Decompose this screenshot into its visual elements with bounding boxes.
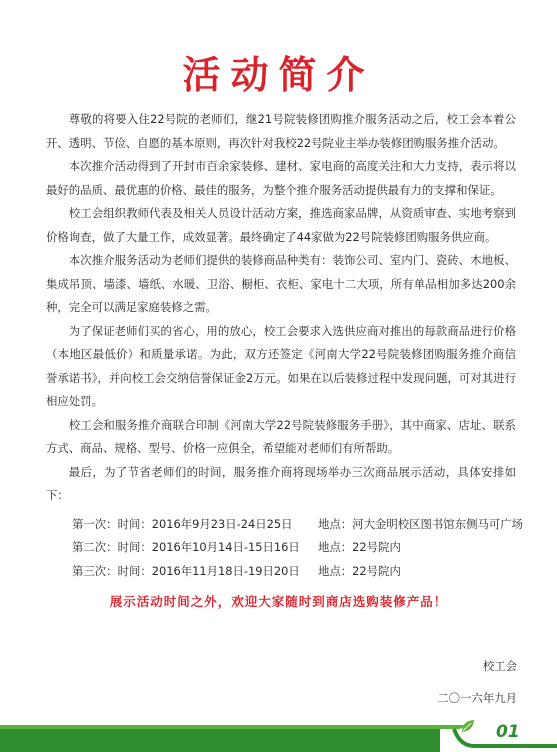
highlight-note: 展示活动时间之外，欢迎大家随时到商店选购装修产品！ (109, 594, 448, 609)
page-number: 01 (496, 722, 520, 742)
schedule-row (46, 513, 524, 537)
paragraph-3: 校工会组织教师代表及相关人员设计活动方案，推选商家品牌，从资质审查、实地考察到价格询查，做了大量工作，成效显著。最终确定了44家做为22号院装修团购服务供应商。 (46, 206, 516, 244)
schedule-time: 第二次：时间：2016年10月14日-15日16日 (72, 540, 300, 554)
paragraph-6: 校工会和服务推介商联合印制《河南大学22号院装修服务手册》，其中商家、店址、联系方式、商品、规格、型号、价格一应俱全，希望能对老师们有所帮助。 (46, 417, 516, 455)
paragraph-5: 为了保证老师们买的省心，用的放心，校工会要求入选供应商对推出的每款商品进行价格（本地区最低价）和质量承诺。为此，双方还签定《河南大学22号院装修团购服务推介商信誉承诺书》，并向校工会交纳信誉保证金2万元。如果在以后装修过程中发现问题，可对其进行相应处罚。 (46, 323, 516, 408)
schedule-time: 第三次：时间：2016年11月18日-19日20日 (72, 563, 300, 578)
signature-org: 校工会 (482, 659, 517, 673)
schedule-location: 地点：河大金明校区图书馆东侧马可广场 (318, 516, 524, 531)
paragraph-7: 最后，为了节省老师们的时间，服务推介商将现场举办三次商品展示活动，具体安排如下： (46, 464, 516, 502)
page-footer (0, 712, 557, 752)
paragraph-2: 本次推介活动得到了开封市百余家装修、建材、家电商的高度关注和大力支持，表示将以最好的品质、最优惠的价格、最佳的服务，为整个推介服务活动提供最有力的支撑和保证。 (46, 159, 516, 197)
schedule-row (46, 560, 516, 584)
document-body (46, 108, 524, 583)
schedule-location: 地点：22号院内 (318, 540, 401, 554)
schedule-location: 地点：22号院内 (318, 563, 401, 578)
paragraph-4: 本次推介服务活动为老师们提供的装修商品种类有：装饰公司、室内门、瓷砖、木地板、集成吊顶、墙漆、墙纸、水暖、卫浴、橱柜、衣柜、家电十二大项，所有单品相加多达200余种，完全可以满足家庭装修之需。 (46, 253, 516, 314)
page-title: 活动简介 (182, 52, 375, 97)
leaf-icon (460, 718, 476, 734)
schedule-time: 第一次：时间：2016年9月23日-24日25日 (72, 516, 293, 531)
signature-date: 二〇一六年九月 (437, 691, 517, 705)
signature-block (437, 650, 517, 714)
schedule-list (46, 513, 524, 584)
paragraph-1: 尊敬的将要入住22号院的老师们，继21号院装修团购推介服务活动之后，校工会本着公开、透明、节俭、自愿的基本原则，再次针对我校22号院业主举办装修团购服务推介活动。 (46, 112, 516, 150)
schedule-row (46, 536, 516, 560)
